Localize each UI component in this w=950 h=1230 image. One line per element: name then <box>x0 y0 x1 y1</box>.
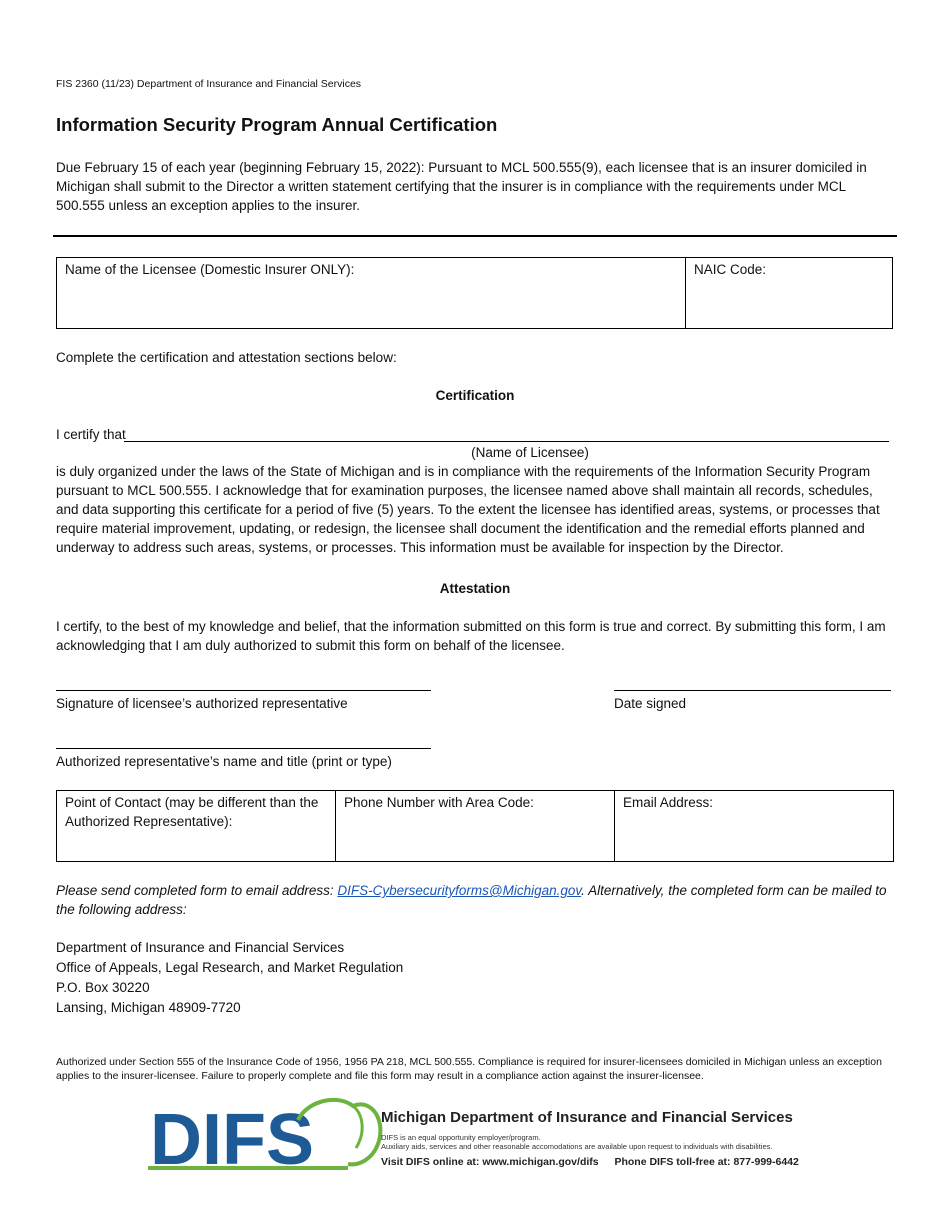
signature-label: Signature of licensee’s authorized representative <box>56 696 348 711</box>
authority-statement: Authorized under Section 555 of the Insurance Code of 1956, 1956 PA 218, MCL 500.555. Compliance is required for insurer-licensees domiciled in Michigan unless an exception applies to the insurer-licensee. Failure to properly complete and file this form may result in a compliance action against the insurer-licensee. <box>56 1056 882 1082</box>
submission-instructions <box>56 881 896 919</box>
phone-number-cell[interactable] <box>335 790 615 862</box>
visit-difs-line: Visit DIFS online at: www.michigan.gov/difs <box>381 1156 599 1168</box>
rep-name-line[interactable] <box>56 748 431 749</box>
eeo-line-1: DIFS is an equal opportunity employer/program. <box>381 1133 541 1142</box>
date-signed-label: Date signed <box>614 696 687 711</box>
date-signed-line[interactable] <box>614 690 891 691</box>
form-id: FIS 2360 (11/23) Department of Insurance and Financial Services <box>56 78 362 90</box>
licensee-name-line[interactable] <box>124 425 889 442</box>
intro-paragraph: Due February 15 of each year (beginning February 15, 2022): Pursuant to MCL 500.555(9), each licensee that is an insurer domiciled in Michigan shall submit to the Director a written statement certifying that the insurer is in compliance with the requirements under MCL 500.555 unless an exception applies to the insurer. <box>56 160 867 213</box>
submission-email-link[interactable]: DIFS-Cybersecurityforms@Michigan.gov <box>337 883 582 898</box>
org-name: Michigan Department of Insurance and Financial Services <box>381 1109 793 1126</box>
contact-footer <box>381 1156 799 1168</box>
licensee-name-label: Name of the Licensee (Domestic Insurer ONLY): <box>65 262 355 277</box>
point-of-contact-label: Point of Contact (may be different than the Authorized Representative): <box>65 795 319 829</box>
mailing-address <box>56 938 403 1018</box>
address-line-1: Department of Insurance and Financial Services <box>56 940 345 955</box>
email-address-label: Email Address: <box>623 795 714 810</box>
naic-code-cell[interactable] <box>685 257 893 329</box>
header-divider <box>53 235 897 237</box>
address-line-3: P.O. Box 30220 <box>56 980 150 995</box>
attestation-body: I certify, to the best of my knowledge and belief, that the information submitted on this form is true and correct. By submitting this form, I am acknowledging that I am duly authorized to submit this form on behalf of the licensee. <box>56 619 886 653</box>
signature-line[interactable] <box>56 690 431 691</box>
address-line-2: Office of Appeals, Legal Research, and Market Regulation <box>56 960 404 975</box>
licensee-name-input[interactable] <box>65 279 677 298</box>
licensee-name-cell[interactable] <box>56 257 686 329</box>
point-of-contact-cell[interactable] <box>56 790 336 862</box>
difs-logo <box>148 1092 388 1172</box>
naic-code-label: NAIC Code: <box>694 262 767 277</box>
naic-code-input[interactable] <box>694 279 884 298</box>
page-title: Information Security Program Annual Certification <box>56 114 498 135</box>
instructions: Complete the certification and attestation sections below: <box>56 350 397 365</box>
eeo-statement <box>381 1133 772 1151</box>
phone-difs-line: Phone DIFS toll-free at: 877-999-6442 <box>614 1156 799 1168</box>
difs-logo-text: DIFS <box>150 1100 315 1172</box>
address-line-4: Lansing, Michigan 48909-7720 <box>56 1000 241 1015</box>
certify-prefix: I certify that <box>56 427 126 442</box>
certification-body: is duly organized under the laws of the State of Michigan and is in compliance with the requirements of the Information Security Program pursuant to MCL 500.555. I acknowledge that for examination purposes, the licensee named above shall maintain all records, schedules, and data supporting this certificate for a period of five (5) years. To the extent the licensee has identified areas, systems, or processes that require material improvement, updating, or redesign, the licensee shall document the identification and the remedial efforts planned and underway to address such areas, systems, or processes. This information must be available for inspection by the Director. <box>56 464 880 555</box>
difs-logo-swoosh-icon <box>148 1092 388 1172</box>
phone-number-label: Phone Number with Area Code: <box>344 795 534 810</box>
eeo-line-2: Auxiliary aids, services and other reasonable accomodations are available upon request to individuals with disabilities. <box>381 1142 773 1151</box>
attestation-heading: Attestation <box>439 581 511 596</box>
email-address-cell[interactable] <box>614 790 894 862</box>
submission-text-before: Please send completed form to email address: <box>56 883 338 898</box>
submission-text-after: . Alternatively, the completed form can be mailed to the following address: <box>56 883 887 917</box>
rep-name-label: Authorized representative’s name and title (print or type) <box>56 754 392 769</box>
name-of-licensee-caption: (Name of Licensee) <box>471 445 589 460</box>
certification-heading: Certification <box>435 388 515 403</box>
